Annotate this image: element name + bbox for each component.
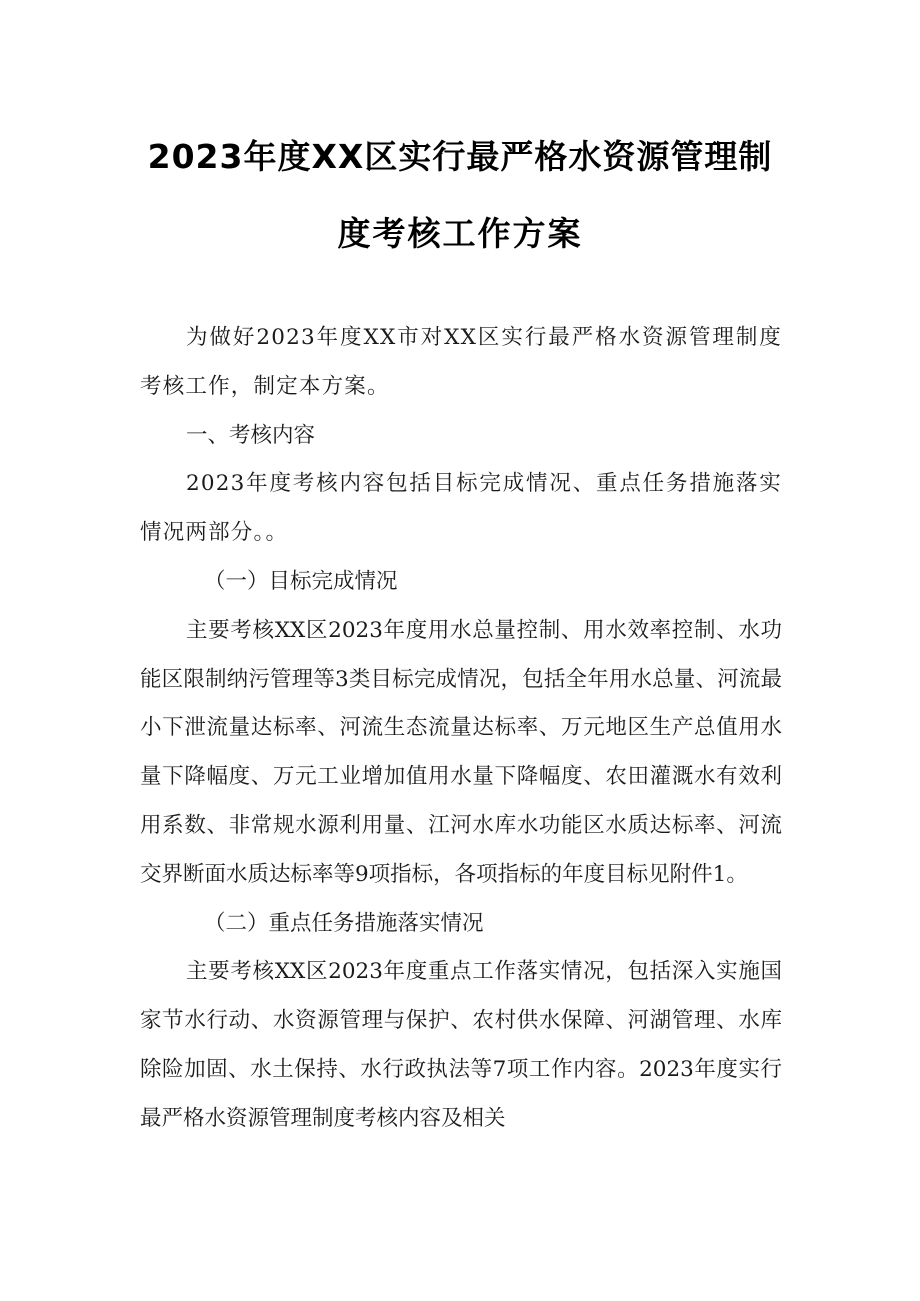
document-body (140, 314, 782, 1144)
subsection-heading-2: （二）重点任务措施落实情况 (204, 910, 484, 936)
document-title-line-1: 2023年度XX区实行最严格水资源管理制 (147, 137, 773, 176)
subsection-1-paragraph: 主要考核XX区2023年度用水总量控制、用水效率控制、水功能区限制纳污管理等3类目标完成情况，包括全年用水总量、河流最小下泄流量达标率、河流生态流量达标率、万元地区生产总值用水量下降幅度、万元工业增加值用水量下降幅度、农田灌溉水有效利用系数、非常规水源利用量、江河水库水功能区水质达标率、河流交界断面水质达标率等9项指标，各项指标的年度目标见附件1。 (140, 617, 782, 887)
document-title-line-2: 度考核工作方案 (337, 214, 583, 253)
subsection-heading-1: （一）目标完成情况 (204, 568, 398, 594)
subsection-2-paragraph: 主要考核XX区2023年度重点工作落实情况，包括深入实施国家节水行动、水资源管理与保护、农村供水保障、河湖管理、水库除险加固、水土保持、水行政执法等7项工作内容。2023年度实行最严格水资源管理制度考核内容及相关 (140, 959, 782, 1131)
section-1-paragraph: 2023年度考核内容包括目标完成情况、重点任务措施落实情况两部分。。 (140, 471, 782, 546)
intro-paragraph: 为做好2023年度XX市对XX区实行最严格水资源管理制度考核工作，制定本方案。 (140, 325, 782, 399)
section-heading-1: 一、考核内容 (186, 422, 316, 448)
